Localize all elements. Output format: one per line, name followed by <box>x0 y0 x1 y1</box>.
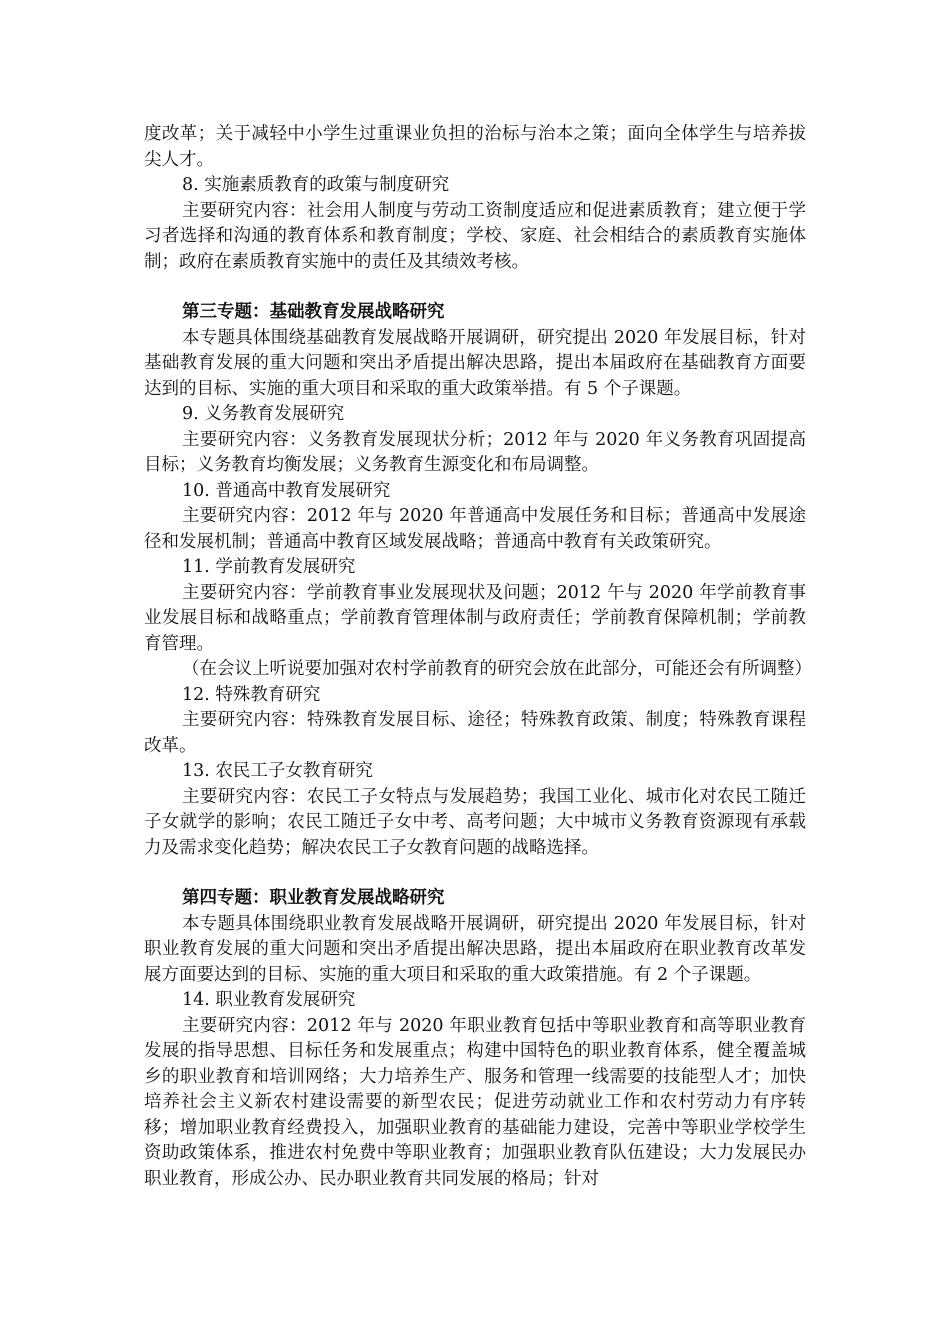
paragraph: 主要研究内容：学前教育事业发展现状及问题；2012 午与 2020 年学前教育事业发展目标和战略重点；学前教育管理体制与政府责任；学前教育保障机制；学前教育管理。 <box>144 582 806 654</box>
paragraph: 主要研究内容：社会用人制度与劳动工资制度适应和促进素质教育；建立便于学习者选择和沟通的教育体系和教育制度；学校、家庭、社会相结合的素质教育实施体制；政府在素质教育实施中的责任及其绩效考核。 <box>144 200 806 272</box>
paragraph: 11. 学前教育发展研究 <box>182 557 356 577</box>
paragraph: 度改革；关于减轻中小学生过重课业负担的治标与治本之策；面向全体学生与培养拔尖人才。 <box>144 124 806 170</box>
section-heading: 第三专题：基础教育发展战略研究 <box>182 302 445 322</box>
paragraph: 14. 职业教育发展研究 <box>182 990 356 1010</box>
paragraph: 9. 义务教育发展研究 <box>182 404 345 424</box>
paragraph: 本专题具体围绕基础教育发展战略开展调研，研究提出 2020 年发展目标，针对基础教育发展的重大问题和突出矛盾提出解决思路，提出本届政府在基础教育方面要达到的目标、实施的重大项目和采取的重大政策举措。有 5 个子课题。 <box>144 327 806 399</box>
paragraph: 8. 实施素质教育的政策与制度研究 <box>182 175 450 195</box>
section-gap <box>144 861 806 886</box>
paragraph: 主要研究内容：2012 年与 2020 年普通高中发展任务和目标；普通高中发展途径和发展机制；普通高中教育区域发展战略；普通高中教育有关政策研究。 <box>144 506 806 552</box>
section-heading: 第四专题：职业教育发展战略研究 <box>182 888 445 908</box>
paragraph: 主要研究内容：特殊教育发展目标、途径；特殊教育政策、制度；特殊教育课程改革。 <box>144 710 806 756</box>
paragraph: 10. 普通高中教育发展研究 <box>182 480 391 501</box>
paragraph: （在会议上听说要加强对农村学前教育的研究会放在此部分，可能还会有所调整） <box>182 659 812 679</box>
paragraph: 本专题具体围绕职业教育发展战略开展调研，研究提出 2020 年发展目标，针对职业教育发展的重大问题和突出矛盾提出解决思路，提出本届政府在职业教育改革发展方面要达到的目标、实施的重大项目和采取的重大政策措施。有 2 个子课题。 <box>144 913 806 985</box>
paragraph: 13. 农民工子女教育研究 <box>182 761 373 781</box>
document-page <box>144 122 812 1192</box>
paragraph: 主要研究内容：2012 年与 2020 年职业教育包括中等职业教育和高等职业教育发展的指导思想、目标任务和发展重点；构建中国特色的职业教育体系，健全覆盖城乡的职业教育和培训网络；大力培养生产、服务和管理一线需要的技能型人才；加快培养社会主义新农村建设需要的新型农民；促进劳动就业工作和农村劳动力有序转移；增加职业教育经费投入，加强职业教育的基础能力建设，完善中等职业学校学生资助政策体系，推进农村免费中等职业教育；加强职业教育队伍建设；大力发展民办职业教育，形成公办、民办职业教育共同发展的格局；针对 <box>144 1015 806 1189</box>
paragraph: 主要研究内容：农民工子女特点与发展趋势；我国工业化、城市化对农民工随迁子女就学的影响；农民工随迁子女中考、高考问题；大中城市义务教育资源现有承载力及需求变化趋势；解决农民工子女教育问题的战略选择。 <box>144 786 806 858</box>
paragraph: 12. 特殊教育研究 <box>182 684 321 705</box>
section-gap <box>144 275 806 300</box>
paragraph: 主要研究内容：义务教育发展现状分析；2012 年与 2020 年义务教育巩固提高目标；义务教育均衡发展；义务教育生源变化和布局调整。 <box>144 429 806 475</box>
